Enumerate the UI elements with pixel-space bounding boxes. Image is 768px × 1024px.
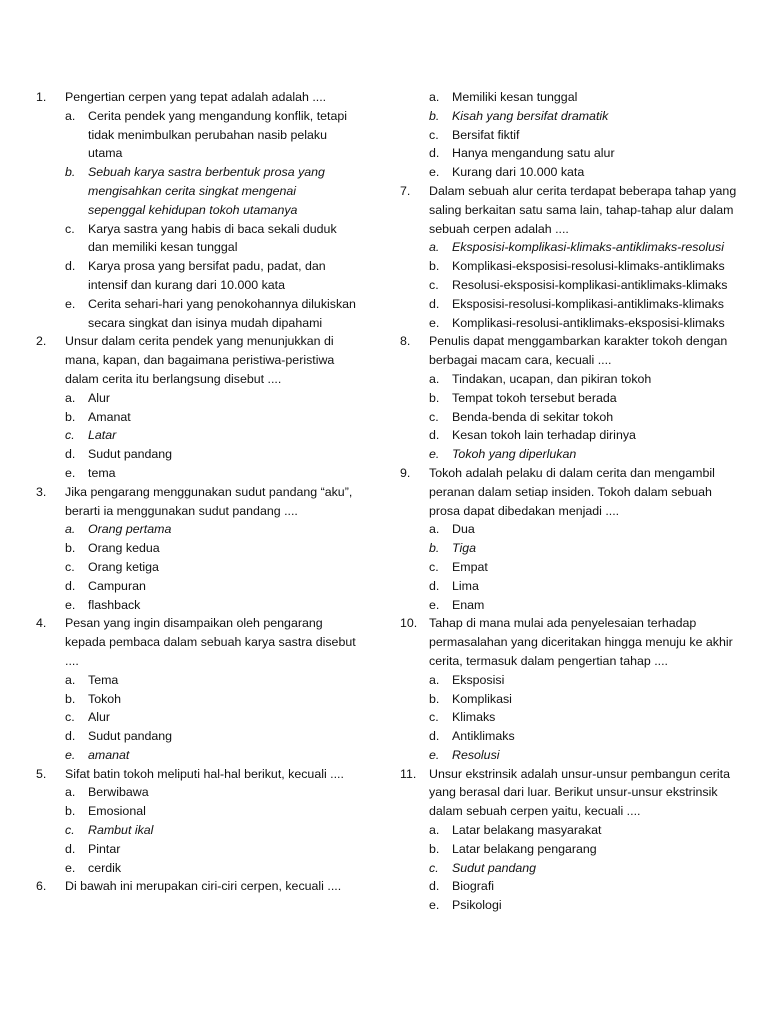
option-text: cerdik [88,860,122,875]
question [36,614,356,670]
answer-option [429,295,745,314]
answer-option [429,126,745,145]
option-letter: b. [65,804,76,819]
option-text: Psikologi [452,898,502,913]
answer-option [65,220,356,258]
option-letter: d. [429,729,440,744]
question [400,182,745,238]
option-letter: a. [65,785,76,800]
answer-option-marked [65,746,356,765]
option-text: Tiga [452,541,476,556]
option-letter: d. [65,841,76,856]
option-text: Latar belakang pengarang [452,841,597,856]
question-number: 11. [400,766,417,781]
option-text: Orang ketiga [88,559,159,574]
option-letter: e. [429,315,440,330]
answer-option [65,539,356,558]
answer-option-marked [65,520,356,539]
option-text: Kurang dari 10.000 kata [452,165,585,180]
option-letter: b. [429,841,440,856]
option-text: Sudut pandang [452,860,537,875]
option-letter: e. [65,296,76,311]
question-number: 8. [400,334,411,349]
option-text: Orang pertama [88,522,172,537]
answer-option [429,596,745,615]
option-letter: b. [429,390,440,405]
option-text: Pintar [88,841,121,856]
option-text: Antiklimaks [452,729,515,744]
option-letter: b. [429,691,440,706]
option-text: Komplikasi-resolusi-antiklimaks-eksposisi-klimaks [452,315,725,330]
question [36,483,356,521]
option-text: Emosional [88,804,146,819]
option-letter: a. [65,522,76,537]
question-number: 3. [36,484,47,499]
option-text: tema [88,465,116,480]
option-letter: a. [429,371,440,386]
question [400,765,745,821]
question-number: 5. [36,766,47,781]
option-text: Kesan tokoh lain terhadap dirinya [452,428,636,443]
answer-option-marked [65,163,356,219]
answer-option [65,596,356,615]
option-letter: d. [65,447,76,462]
option-letter: e. [429,898,440,913]
option-letter: c. [429,710,439,725]
option-text: Resolusi-eksposisi-komplikasi-antiklimaks-klimaks [452,277,728,292]
option-text: Latar [88,428,117,443]
option-text: Benda-benda di sekitar tokoh [452,409,614,424]
answer-option [429,389,745,408]
option-letter: a. [65,672,76,687]
answer-option-marked [429,539,745,558]
option-letter: d. [429,428,440,443]
right-column [400,88,745,915]
answer-option [65,445,356,464]
answer-option [65,558,356,577]
answer-option [429,558,745,577]
answer-option [65,859,356,878]
answer-option [429,426,745,445]
option-letter: e. [429,447,440,462]
answer-option [429,577,745,596]
option-text: Sudut pandang [88,729,173,744]
answer-option [429,896,745,915]
question-number: 2. [36,334,47,349]
option-letter: a. [429,823,440,838]
question-text: Tokoh adalah pelaku di dalam cerita dan mengambil peranan dalam setiap insiden. Tokoh dalam sebuah prosa dapat dibedakan menjadi .... [429,465,715,518]
question-text: Pesan yang ingin disampaikan oleh pengarang kepada pembaca dalam sebuah karya sastra disebut .... [65,616,356,668]
option-letter: a. [429,672,440,687]
option-text: Resolusi [452,747,500,762]
answer-option-marked [429,746,745,765]
question [36,877,356,896]
answer-option [429,314,745,333]
option-text: Eksposisi-resolusi-komplikasi-antiklimaks-klimaks [452,296,724,311]
option-letter: c. [429,409,439,424]
option-text: Cerita pendek yang mengandung konflik, tetapi tidak menimbulkan perubahan nasib pelaku utama [88,108,347,161]
question-number: 4. [36,616,47,631]
answer-option [429,276,745,295]
option-text: Tokoh [88,691,122,706]
option-text: Hanya mengandung satu alur [452,146,615,161]
answer-option-marked [65,821,356,840]
question-number: 7. [400,183,411,198]
option-letter: d. [65,729,76,744]
option-letter: c. [65,428,75,443]
option-text: Empat [452,559,488,574]
answer-option [65,389,356,408]
answer-option [65,671,356,690]
question-text: Unsur ekstrinsik adalah unsur-unsur pembangun cerita yang berasal dari luar. Berikut unsur-unsur ekstrinsik dalam sebuah cerpen yaitu, kecuali .... [429,766,730,819]
option-text: Bersifat fiktif [452,127,520,142]
answer-option [429,408,745,427]
question-text: Sifat batin tokoh meliputi hal-hal berikut, kecuali .... [65,766,344,781]
option-letter: d. [65,259,76,274]
option-letter: a. [429,522,440,537]
answer-option-marked [429,445,745,464]
answer-option [429,370,745,389]
option-text: Tokoh yang diperlukan [452,447,577,462]
option-text: Alur [88,710,111,725]
option-letter: c. [65,559,75,574]
option-letter: c. [429,559,439,574]
answer-option [429,144,745,163]
option-text: Berwibawa [88,785,149,800]
option-letter: a. [429,240,440,255]
option-text: Lima [452,578,479,593]
option-text: Alur [88,390,111,405]
question [400,614,745,670]
question [400,464,745,520]
answer-option-marked [429,238,745,257]
answer-option [65,107,356,163]
option-text: Memiliki kesan tunggal [452,90,578,104]
answer-option [429,257,745,276]
option-text: Eksposisi-komplikasi-klimaks-antiklimaks-resolusi [452,240,724,255]
answer-option-marked [65,426,356,445]
answer-option [429,708,745,727]
option-letter: c. [65,221,75,236]
option-letter: c. [65,710,75,725]
answer-option [65,295,356,333]
option-letter: c. [429,860,439,875]
answer-option [429,690,745,709]
option-text: Sebuah karya sastra berbentuk prosa yang mengisahkan cerita singkat mengenai sepenggal kehidupan tokoh utamanya [88,165,325,217]
answer-option [429,520,745,539]
option-letter: b. [429,541,440,556]
option-letter: e. [65,465,76,480]
question-number: 6. [36,879,47,894]
answer-option [429,163,745,182]
option-letter: b. [65,541,76,556]
question-text: Pengertian cerpen yang tepat adalah adalah .... [65,90,327,104]
question-text: Di bawah ini merupakan ciri-ciri cerpen, kecuali .... [65,879,342,894]
question-number: 10. [400,616,418,631]
answer-option-marked [429,859,745,878]
option-letter: b. [429,108,440,123]
option-letter: d. [429,146,440,161]
answer-option [65,802,356,821]
option-letter: c. [65,823,75,838]
option-text: Biografi [452,879,495,894]
option-letter: d. [429,296,440,311]
option-text: Campuran [88,578,146,593]
answer-option [429,840,745,859]
option-text: Kisah yang bersifat dramatik [452,108,609,123]
option-text: Komplikasi [452,691,512,706]
option-letter: e. [429,747,440,762]
left-column [36,88,356,896]
option-text: Eksposisi [452,672,505,687]
answer-option [65,464,356,483]
option-text: Dua [452,522,475,537]
answer-option [65,690,356,709]
option-letter: a. [429,90,440,104]
answer-option [429,671,745,690]
answer-option [429,88,745,107]
answer-option [429,727,745,746]
answer-option [429,877,745,896]
answer-option [65,840,356,859]
option-text: Cerita sehari-hari yang penokohannya dilukiskan secara singkat dan isinya mudah dipahami [88,296,356,330]
option-letter: e. [65,860,76,875]
option-letter: c. [429,277,439,292]
option-text: amanat [88,747,130,762]
question-text: Dalam sebuah alur cerita terdapat beberapa tahap yang saling berkaitan satu sama lain, tahap-tahap alur dalam sebuah cerpen adalah .... [429,183,737,236]
option-letter: b. [65,409,76,424]
option-letter: b. [65,691,76,706]
question [36,88,356,107]
question-text: Unsur dalam cerita pendek yang menunjukkan di mana, kapan, dan bagaimana peristiwa-peristiwa dalam cerita itu berlangsung disebut .... [65,334,335,386]
option-text: Karya sastra yang habis di baca sekali duduk dan memiliki kesan tunggal [88,221,337,255]
answer-option-marked [429,107,745,126]
option-letter: a. [65,390,76,405]
option-text: Tempat tokoh tersebut berada [452,390,617,405]
option-text: Amanat [88,409,131,424]
option-text: Tema [88,672,119,687]
question [400,332,745,370]
option-letter: a. [65,108,76,123]
answer-option [65,257,356,295]
option-letter: e. [429,165,440,180]
option-text: Tindakan, ucapan, dan pikiran tokoh [452,371,652,386]
question-text: Tahap di mana mulai ada penyelesaian terhadap permasalahan yang diceritakan hingga menuju ke akhir cerita, termasuk dalam pengertian tahap .... [429,616,733,668]
option-letter: d. [65,578,76,593]
answer-option [65,408,356,427]
option-text: Komplikasi-eksposisi-resolusi-klimaks-antiklimaks [452,259,725,274]
option-text: Orang kedua [88,541,160,556]
question [36,332,356,388]
question-number: 9. [400,465,411,480]
option-letter: e. [429,597,440,612]
option-text: Karya prosa yang bersifat padu, padat, dan intensif dan kurang dari 10.000 kata [88,259,326,292]
answer-option [65,727,356,746]
option-letter: b. [65,165,76,180]
question [36,765,356,784]
option-text: Sudut pandang [88,447,173,462]
answer-option [429,821,745,840]
option-letter: d. [429,879,440,894]
option-letter: c. [429,127,439,142]
question-text: Jika pengarang menggunakan sudut pandang “aku”, berarti ia menggunakan sudut pandang .... [65,484,353,518]
option-text: Klimaks [452,710,496,725]
answer-option [65,577,356,596]
option-text: flashback [88,597,141,612]
question-number: 1. [36,90,47,104]
option-letter: d. [429,578,440,593]
option-letter: e. [65,747,76,762]
option-letter: b. [429,259,440,274]
answer-option [65,783,356,802]
option-text: Latar belakang masyarakat [452,823,602,838]
answer-option [65,708,356,727]
option-text: Enam [452,597,485,612]
option-text: Rambut ikal [88,823,154,838]
option-letter: e. [65,597,76,612]
question-text: Penulis dapat menggambarkan karakter tokoh dengan berbagai macam cara, kecuali .... [429,334,728,368]
